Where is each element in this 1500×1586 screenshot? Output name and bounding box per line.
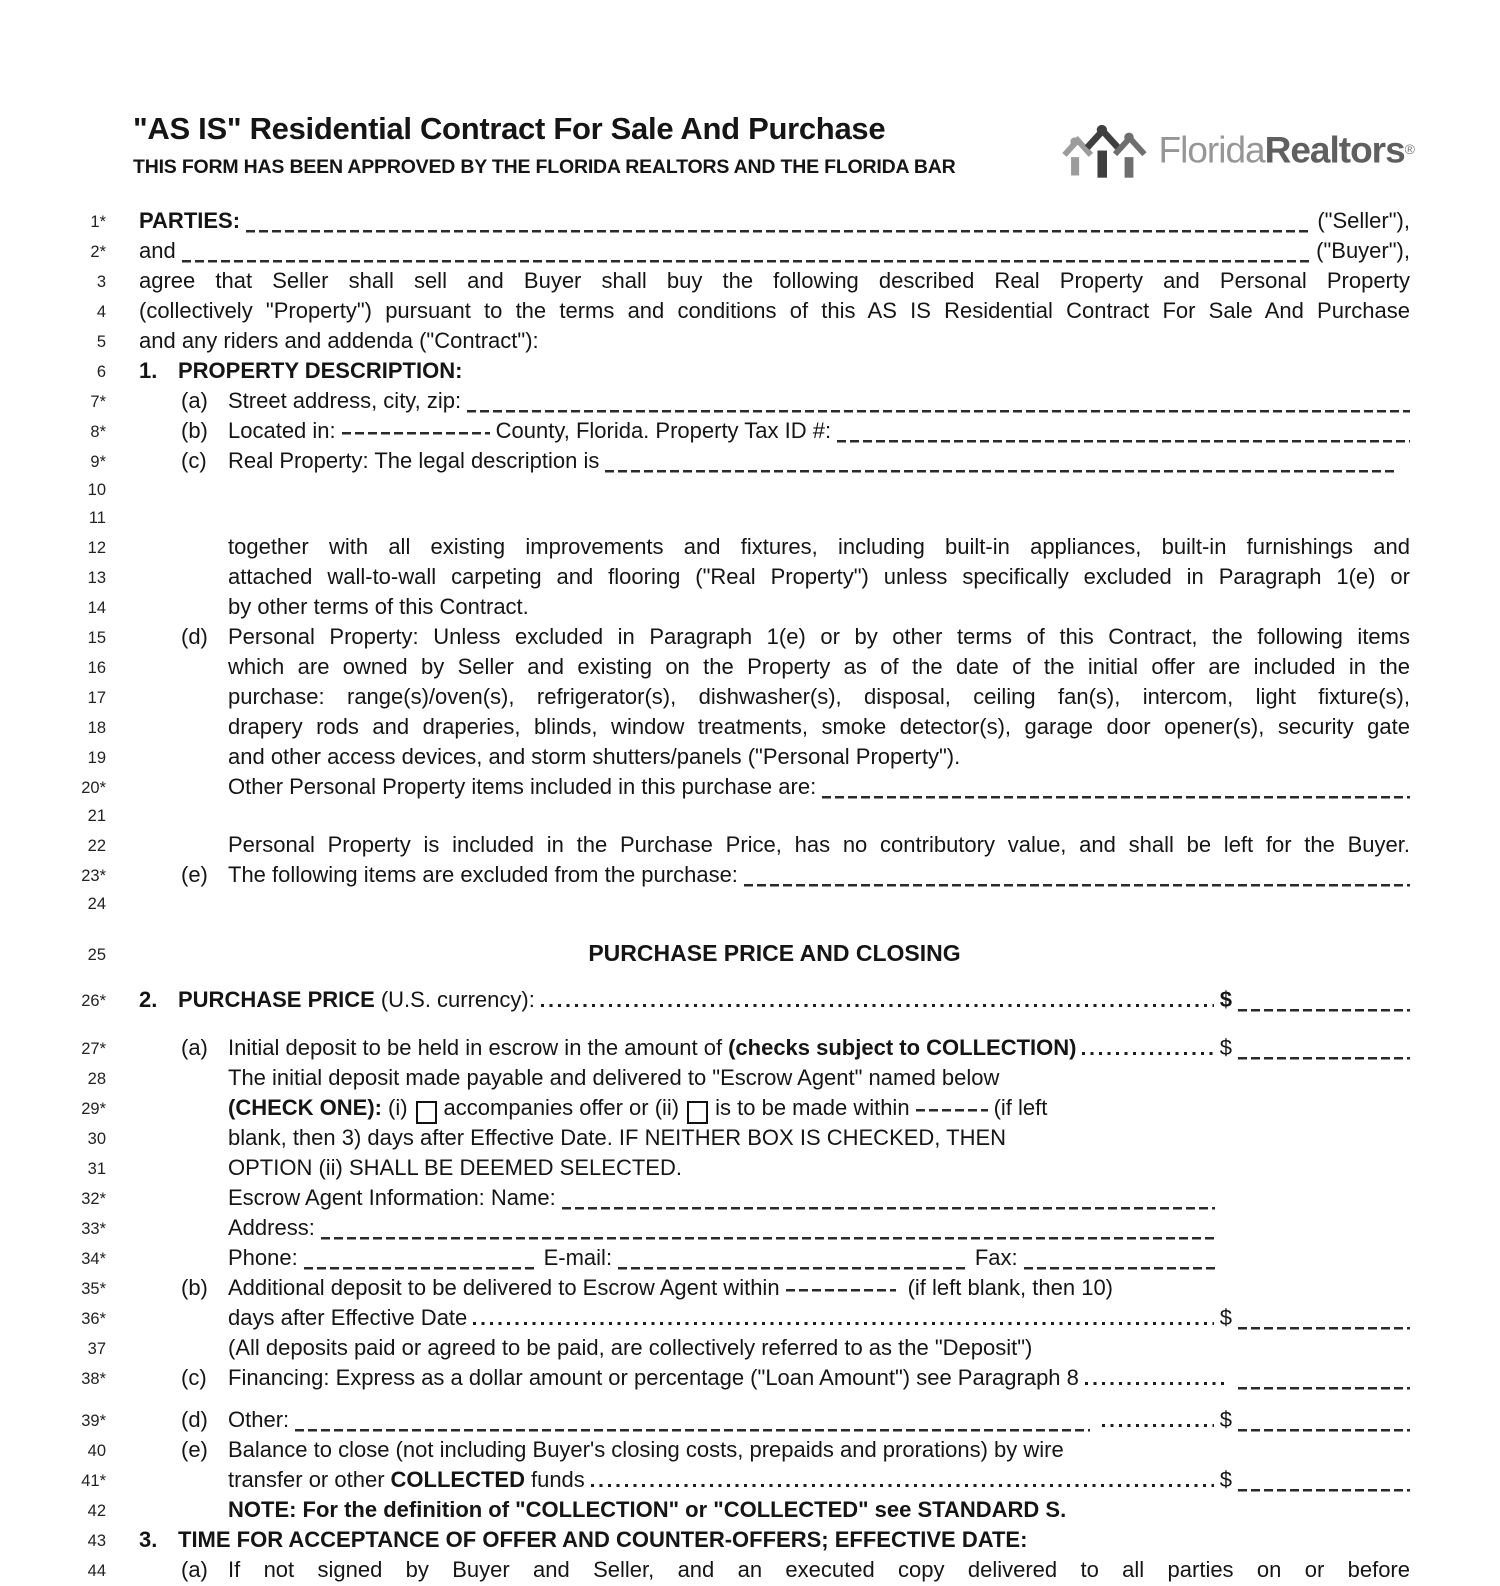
- line-number: 41*: [81, 1472, 106, 1490]
- option-i-label: (i): [388, 1095, 408, 1120]
- form-line-39: [60, 1406, 1410, 1436]
- personal-property-text: and other access devices, and storm shutters/panels ("Personal Property").: [228, 744, 961, 769]
- form-line-1: [60, 207, 1410, 237]
- dollar-sign: $: [1219, 1407, 1232, 1432]
- line-number: 24: [87, 895, 106, 913]
- form-line-25: [60, 939, 1410, 970]
- check-one-label: (CHECK ONE):: [228, 1095, 382, 1120]
- dotted-leader: [473, 1304, 1213, 1332]
- line-number: 22: [87, 837, 106, 855]
- line-number: 14: [87, 599, 106, 617]
- currency-note: (U.S. currency):: [380, 987, 535, 1012]
- registered-mark: ®: [1404, 140, 1415, 157]
- line-number: 17: [87, 689, 106, 707]
- form-line-20: [60, 773, 1410, 803]
- and-label: and: [139, 238, 176, 263]
- seller-tag: ("Seller"),: [1317, 208, 1410, 233]
- days-count-blank[interactable]: [916, 1094, 988, 1114]
- line-number: 5: [96, 333, 106, 351]
- form-line-38: [60, 1364, 1410, 1394]
- dollar-sign: $: [1219, 1035, 1232, 1060]
- line-number: 40: [87, 1442, 106, 1460]
- line-number: 1*: [90, 213, 106, 231]
- form-line-35: [60, 1274, 1410, 1304]
- form-line-8: [60, 417, 1410, 447]
- document-header: [133, 111, 1415, 181]
- line-number: 9*: [90, 453, 106, 471]
- initial-deposit-amount-blank[interactable]: [1238, 1034, 1410, 1062]
- form-line-4: [60, 297, 1410, 327]
- balance-to-close-text: Balance to close (not including Buyer's closing costs, prepaids and prorations) by wire: [228, 1437, 1064, 1462]
- line-number: 26*: [81, 992, 106, 1010]
- purchase-price-heading: PURCHASE PRICE: [178, 987, 375, 1012]
- section-1-number: 1.: [139, 358, 158, 383]
- escrow-agent-text: The initial deposit made payable and delivered to "Escrow Agent" named below: [228, 1065, 1000, 1090]
- line-number: 16: [87, 659, 106, 677]
- acceptance-text: If not signed by Buyer and Seller, and an executed copy delivered to all parties on or before: [228, 1557, 1410, 1582]
- form-line-32: [60, 1184, 1410, 1214]
- logo-text-realtors: Realtors: [1264, 129, 1405, 171]
- initial-deposit-label: Initial deposit to be held in escrow in the amount of: [228, 1035, 723, 1060]
- option-i-text: accompanies offer or (ii): [443, 1095, 680, 1120]
- line-number: 44: [87, 1562, 106, 1580]
- escrow-name-blank[interactable]: [562, 1184, 1215, 1212]
- escrow-name-label: Escrow Agent Information: Name:: [228, 1185, 556, 1210]
- section-1-heading: PROPERTY DESCRIPTION:: [178, 358, 463, 383]
- escrow-phone-label: Phone:: [228, 1245, 298, 1270]
- form-line-37: [60, 1334, 1410, 1364]
- form-line-41: [60, 1466, 1410, 1496]
- houses-icon: [1063, 120, 1151, 184]
- form-line-36: [60, 1304, 1410, 1334]
- excluded-items-blank[interactable]: [744, 861, 1410, 889]
- other-label: Other:: [228, 1407, 290, 1432]
- form-line-40: [60, 1436, 1410, 1466]
- dotted-leader: [1082, 1034, 1213, 1062]
- form-line-18: [60, 713, 1410, 743]
- collected-label: COLLECTED: [390, 1467, 525, 1492]
- county-blank[interactable]: [342, 417, 490, 437]
- intro-text: agree that Seller shall sell and Buyer shall buy the following described Real Property and Personal Property: [139, 268, 1410, 293]
- line-number: 35*: [81, 1280, 106, 1298]
- line-number: 21: [87, 807, 106, 825]
- line-number: 20*: [81, 779, 106, 797]
- intro-text: (collectively "Property") pursuant to the terms and conditions of this AS IS Residential Contract For Sale And Purchase: [139, 298, 1410, 323]
- form-line-29: [60, 1094, 1410, 1124]
- item-d-marker: (d): [181, 1407, 208, 1432]
- form-line-3: [60, 267, 1410, 297]
- line-number: 3: [96, 273, 106, 291]
- line-number: 25: [87, 946, 106, 964]
- line-number: 33*: [81, 1220, 106, 1238]
- personal-property-text: Personal Property: Unless excluded in Paragraph 1(e) or by other terms of this Contract, the following items: [228, 624, 1410, 649]
- located-in-label: Located in:: [228, 418, 336, 443]
- line-number: 10: [87, 481, 106, 499]
- if-left-blank-text: (if left blank, then 10): [907, 1275, 1114, 1300]
- intro-text: and any riders and addenda ("Contract"):: [139, 328, 539, 353]
- personal-property-text: purchase: range(s)/oven(s), refrigerator(s), dishwasher(s), disposal, ceiling fan(s), intercom, light fixture(s),: [228, 684, 1410, 709]
- form-line-42: [60, 1496, 1410, 1526]
- option-ii-text: is to be made within: [715, 1095, 910, 1120]
- line-number: 29*: [81, 1100, 106, 1118]
- real-property-text: together with all existing improvements and fixtures, including built-in appliances, built-in furnishings and: [228, 534, 1410, 559]
- item-a-marker: (a): [181, 388, 208, 413]
- purchase-price-amount-blank[interactable]: [1238, 986, 1410, 1014]
- line-number: 6: [96, 363, 106, 381]
- form-line-24: [60, 891, 1410, 919]
- legal-description-label: Real Property: The legal description is: [228, 448, 600, 473]
- other-amount-blank[interactable]: [1238, 1406, 1410, 1434]
- form-line-26: [60, 986, 1410, 1016]
- form-line-9: [60, 447, 1410, 477]
- line-number: 13: [87, 569, 106, 587]
- form-line-2: [60, 237, 1410, 267]
- additional-deposit-label: Additional deposit to be delivered to Escrow Agent within: [228, 1275, 780, 1300]
- line-number: 37: [87, 1340, 106, 1358]
- form-line-27: [60, 1034, 1410, 1064]
- personal-property-text: which are owned by Seller and existing on the Property as of the date of the initial offer are included in the: [228, 654, 1410, 679]
- item-c-marker: (c): [181, 1365, 207, 1390]
- escrow-address-label: Address:: [228, 1215, 315, 1240]
- line-number: 36*: [81, 1310, 106, 1328]
- dotted-leader: [591, 1466, 1214, 1494]
- contract-body: [60, 207, 1410, 1586]
- collection-definition-note: NOTE: For the definition of "COLLECTION" or "COLLECTED" see STANDARD S.: [228, 1497, 1067, 1522]
- funds-text: funds: [530, 1467, 585, 1492]
- form-line-14: [60, 593, 1410, 623]
- form-line-22: [60, 831, 1410, 861]
- check-one-text: blank, then 3) days after Effective Date. IF NEITHER BOX IS CHECKED, THEN: [228, 1125, 1007, 1150]
- form-line-33: [60, 1214, 1410, 1244]
- property-tax-id-blank[interactable]: [837, 417, 1410, 445]
- line-number: 15: [87, 629, 106, 647]
- line-number: 27*: [81, 1040, 106, 1058]
- purchase-price-closing-heading: PURCHASE PRICE AND CLOSING: [588, 940, 961, 966]
- item-e-marker: (e): [181, 862, 208, 887]
- document-title: "AS IS" Residential Contract For Sale And Purchase: [133, 111, 886, 146]
- form-line-12: [60, 533, 1410, 563]
- buyer-name-blank[interactable]: [182, 237, 1310, 265]
- line-number: 19: [87, 749, 106, 767]
- personal-property-value-text: Personal Property is included in the Purchase Price, has no contributory value, and shall be left for the Buyer.: [228, 832, 1410, 857]
- form-line-43: [60, 1526, 1410, 1556]
- escrow-fax-label: Fax:: [974, 1245, 1018, 1270]
- form-line-44: [60, 1556, 1410, 1586]
- line-number: 32*: [81, 1190, 106, 1208]
- line-number: 12: [87, 539, 106, 557]
- section-3-number: 3.: [139, 1527, 158, 1552]
- dotted-leader: [541, 986, 1214, 1014]
- other-description-blank[interactable]: [295, 1406, 1090, 1434]
- additional-deposit-amount-blank[interactable]: [1238, 1304, 1410, 1332]
- form-line-7: [60, 387, 1410, 417]
- form-line-28: [60, 1064, 1410, 1094]
- collection-note: (checks subject to COLLECTION): [728, 1035, 1077, 1060]
- other-personal-property-blank[interactable]: [822, 773, 1410, 801]
- item-c-marker: (c): [181, 448, 207, 473]
- dollar-sign: $: [1219, 987, 1232, 1012]
- financing-amount-blank[interactable]: [1238, 1364, 1410, 1392]
- form-line-11: [60, 505, 1410, 533]
- line-number: 43: [87, 1532, 106, 1550]
- legal-description-blank[interactable]: [605, 447, 1396, 475]
- seller-name-blank[interactable]: [246, 207, 1311, 235]
- additional-deposit-days-blank[interactable]: [786, 1274, 896, 1294]
- line-number: 39*: [81, 1412, 106, 1430]
- line-number: 31: [87, 1160, 106, 1178]
- document-subtitle: THIS FORM HAS BEEN APPROVED BY THE FLORIDA REALTORS AND THE FLORIDA BAR: [133, 156, 956, 178]
- financing-label: Financing: Express as a dollar amount or percentage ("Loan Amount") see Paragraph 8: [228, 1365, 1079, 1390]
- item-b-marker: (b): [181, 1275, 208, 1300]
- form-line-21: [60, 803, 1410, 831]
- form-line-15: [60, 623, 1410, 653]
- dotted-leader: [1085, 1364, 1226, 1392]
- dollar-sign: $: [1219, 1467, 1232, 1492]
- line-number: 4: [96, 303, 106, 321]
- form-line-30: [60, 1124, 1410, 1154]
- other-personal-property-label: Other Personal Property items included in this purchase are:: [228, 774, 817, 799]
- line-number: 18: [87, 719, 106, 737]
- checkbox-made-within[interactable]: [687, 1101, 708, 1124]
- line-number: 11: [88, 509, 106, 527]
- line-number: 42: [87, 1502, 106, 1520]
- transfer-text: transfer or other: [228, 1467, 385, 1492]
- form-line-34: [60, 1244, 1410, 1274]
- item-a-marker: (a): [181, 1035, 208, 1060]
- line-number: 8*: [90, 423, 106, 441]
- form-line-31: [60, 1154, 1410, 1184]
- county-tax-id-label: County, Florida. Property Tax ID #:: [495, 418, 832, 443]
- logo-text-florida: Florida: [1158, 129, 1265, 171]
- item-a-marker: (a): [181, 1557, 208, 1582]
- real-property-text: by other terms of this Contract.: [228, 594, 529, 619]
- real-property-text: attached wall-to-wall carpeting and flooring ("Real Property") unless specifically excluded in Paragraph 1(e) or: [228, 564, 1410, 589]
- form-line-10: [60, 477, 1410, 505]
- line-number: 28: [87, 1070, 106, 1088]
- days-after-effective-date-label: days after Effective Date: [228, 1305, 468, 1330]
- form-line-16: [60, 653, 1410, 683]
- buyer-tag: ("Buyer"),: [1316, 238, 1410, 263]
- line-number: 34*: [81, 1250, 106, 1268]
- dotted-leader: [1102, 1406, 1214, 1434]
- escrow-fax-blank[interactable]: [1024, 1244, 1215, 1272]
- line-number: 23*: [81, 867, 106, 885]
- item-e-marker: (e): [181, 1437, 208, 1462]
- dollar-sign: $: [1219, 1305, 1232, 1330]
- form-line-17: [60, 683, 1410, 713]
- escrow-address-blank[interactable]: [321, 1214, 1215, 1242]
- line-number: 7*: [90, 393, 106, 411]
- line-number: 2*: [90, 243, 106, 261]
- parties-label: PARTIES:: [139, 208, 241, 233]
- check-one-text: OPTION (ii) SHALL BE DEEMED SELECTED.: [228, 1155, 682, 1180]
- section-2-number: 2.: [139, 987, 158, 1012]
- checkbox-accompanies-offer[interactable]: [416, 1101, 437, 1124]
- escrow-phone-blank[interactable]: [304, 1244, 538, 1272]
- form-line-23: [60, 861, 1410, 891]
- deposit-definition-text: (All deposits paid or agreed to be paid, are collectively referred to as the "Deposit"): [228, 1335, 1033, 1360]
- item-d-marker: (d): [181, 624, 208, 649]
- escrow-email-label: E-mail:: [543, 1245, 613, 1270]
- form-line-13: [60, 563, 1410, 593]
- item-b-marker: (b): [181, 418, 208, 443]
- form-line-19: [60, 743, 1410, 773]
- balance-to-close-amount-blank[interactable]: [1238, 1466, 1410, 1494]
- street-address-blank[interactable]: [467, 387, 1410, 415]
- form-line-5: [60, 327, 1410, 357]
- personal-property-text: drapery rods and draperies, blinds, window treatments, smoke detector(s), garage door opener(s), security gate: [228, 714, 1410, 739]
- section-3-heading: TIME FOR ACCEPTANCE OF OFFER AND COUNTER-OFFERS; EFFECTIVE DATE:: [178, 1527, 1028, 1552]
- excluded-items-label: The following items are excluded from the purchase:: [228, 862, 738, 887]
- escrow-email-blank[interactable]: [618, 1244, 969, 1272]
- street-address-label: Street address, city, zip:: [228, 388, 462, 413]
- florida-realtors-logo: [1063, 120, 1416, 184]
- if-left-text: (if left: [993, 1095, 1048, 1120]
- line-number: 30: [87, 1130, 106, 1148]
- line-number: 38*: [81, 1370, 106, 1388]
- form-line-6: [60, 357, 1410, 387]
